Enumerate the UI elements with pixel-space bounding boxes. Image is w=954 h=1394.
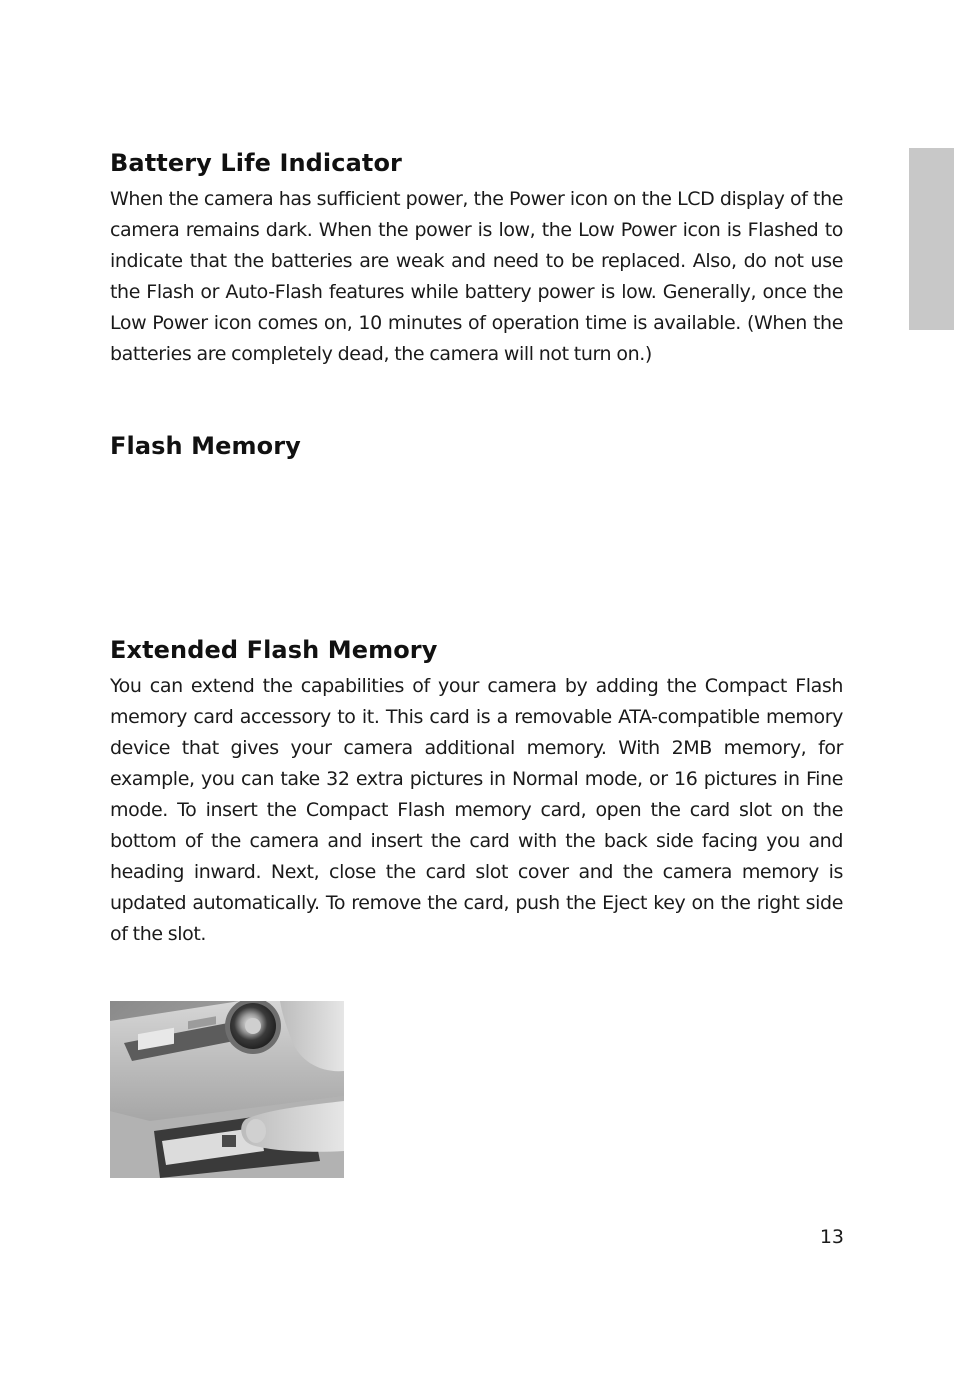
battery-life-heading: Battery Life Indicator xyxy=(110,149,402,177)
battery-life-paragraph: When the camera has sufficient power, the Power icon on the LCD display of the camera remains dark. When the power is low, the Low Power icon is Flashed to indicate that the batteries are weak and need to be replaced. Also, do not use the Flash or Auto-Flash features while battery power is low. Generally, once the Low Power icon comes on, 10 minutes of operation time is available. (When the batteries are completely dead, the camera will not turn on.) xyxy=(110,188,843,365)
page-number: 13 xyxy=(819,1226,844,1248)
extended-flash-memory-heading: Extended Flash Memory xyxy=(110,636,438,664)
extended-flash-memory-paragraph: You can extend the capabilities of your camera by adding the Compact Flash memory card accessory to it. This card is a removable ATA-compatible memory device that gives your camera additional memory. With 2MB memory, for example, you can take 32 extra pictures in Normal mode, or 16 pictures in Fine mode. To insert the Compact Flash memory card, open the card slot on the bottom of the camera and insert the card with the back side facing you and heading inward. Next, close the card slot cover and the camera memory is updated automatically. To remove the card, push the Eject key on the right side of the slot. xyxy=(110,675,843,945)
flash-memory-heading: Flash Memory xyxy=(110,432,301,460)
section-tab-marker xyxy=(909,148,954,330)
camera-card-insertion-photo xyxy=(110,1001,344,1178)
